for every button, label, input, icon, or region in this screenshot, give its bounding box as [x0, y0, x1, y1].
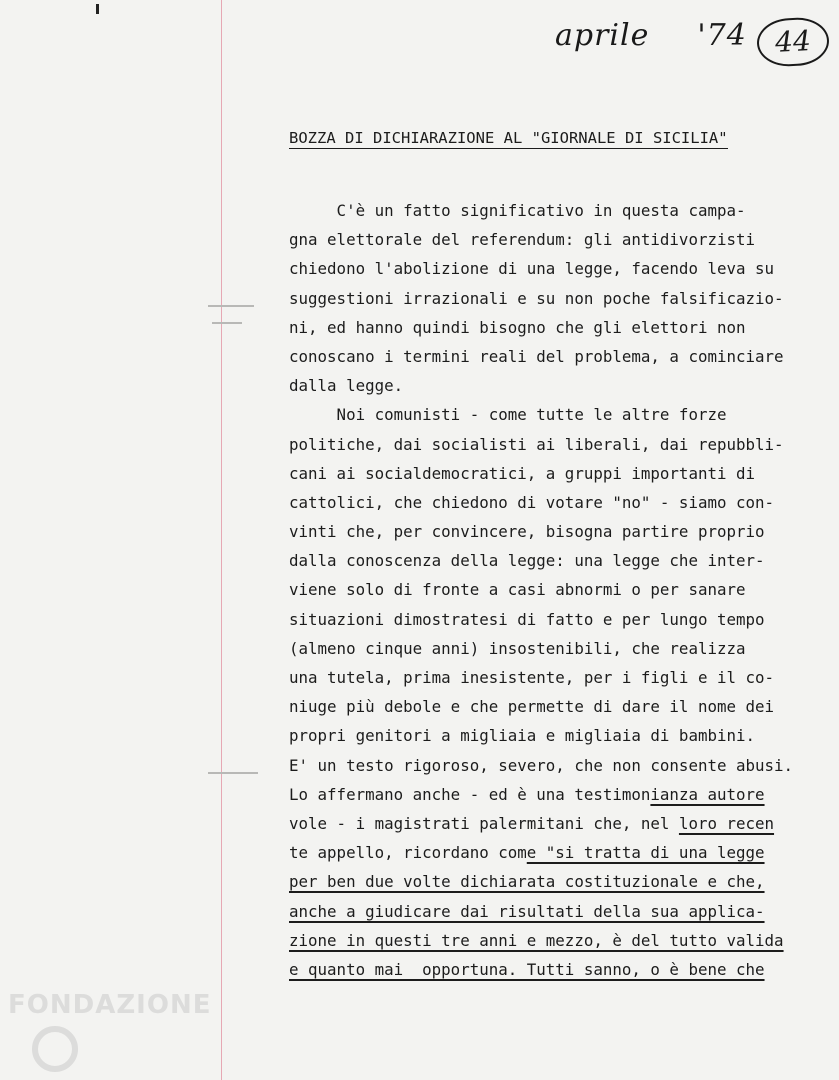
body-line: Lo affermano anche - ed è una testimonianza autore [289, 784, 765, 804]
body-line: dalla legge. [289, 376, 404, 396]
watermark-text: FONDAZIONE [8, 990, 212, 1020]
body-line: (almeno cinque anni) insostenibili, che realizza [289, 638, 746, 658]
body-line [289, 897, 793, 926]
body-line: cattolici, che chiedono di votare "no" - siamo con- [289, 492, 775, 512]
body-line: situazioni dimostratesi di fatto e per lungo tempo [289, 609, 765, 629]
body-line: vole - i magistrati palermitani che, nel loro recen [289, 813, 775, 833]
archive-watermark [8, 990, 211, 1072]
body-line: una tutela, prima inesistente, per i figli e il co- [289, 668, 775, 687]
body-line: C'è un fatto significativo in questa campa- [289, 201, 746, 220]
body-line: politiche, dai socialisti ai liberali, dai repubbli- [289, 434, 784, 454]
document-title: BOZZA DI DICHIARAZIONE AL "GIORNALE DI SICILIA" [289, 129, 728, 147]
underlined-text: anche a giudicare dai risultati della sua applica- [289, 901, 765, 921]
underlined-text: e "si tratta di una legge [526, 843, 765, 863]
circled-page-number: 44 [756, 16, 830, 68]
body-line: gna elettorale del referendum: gli antidivorzisti [289, 230, 756, 250]
body-line: propri genitori a migliaia e migliaia di bambini. [289, 726, 756, 746]
handwritten-year: '74 [697, 18, 747, 53]
underlined-text: loro recen [678, 813, 775, 833]
body-line: conoscano i termini reali del problema, a cominciare [289, 346, 784, 366]
watermark-logo-icon [32, 1026, 78, 1072]
document-body [289, 196, 793, 984]
body-line: cani ai socialdemocratici, a gruppi importanti di [289, 463, 756, 483]
body-line [289, 955, 793, 984]
body-line: vinti che, per convincere, bisogna partire proprio [289, 522, 765, 542]
body-line [289, 867, 793, 896]
body-line: dalla conoscenza della legge: una legge che inter- [289, 551, 765, 571]
body-line: te appello, ricordano come "si tratta di una legge [289, 843, 765, 863]
body-line: ni, ed hanno quindi bisogno che gli elettori non [289, 317, 746, 337]
handwritten-date [555, 18, 747, 53]
body-line [289, 926, 793, 955]
body-line: suggestioni irrazionali e su non poche falsificazio- [289, 288, 784, 308]
underlined-text: ianza autore [650, 784, 765, 804]
underlined-text: e quanto mai opportuna. Tutti sanno, o è bene che [289, 959, 765, 979]
body-line: E' un testo rigoroso, severo, che non consente abusi. [289, 755, 794, 775]
bleed-mark [208, 305, 254, 307]
body-line: viene solo di fronte a casi abnormi o per sanare [289, 580, 746, 600]
punch-mark [96, 4, 99, 14]
handwritten-month: aprile [555, 18, 650, 53]
underlined-text: zione in questi tre anni e mezzo, è del tutto valida [289, 930, 784, 950]
body-line: Noi comunisti - come tutte le altre forze [289, 405, 727, 425]
bleed-mark [212, 322, 242, 324]
body-line: niuge più debole e che permette di dare il nome dei [289, 697, 775, 717]
margin-rule [221, 0, 222, 1080]
underlined-text: per ben due volte dichiarata costituzionale e che, [289, 872, 765, 892]
bleed-mark [208, 772, 258, 774]
body-line: chiedono l'abolizione di una legge, facendo leva su [289, 259, 775, 279]
